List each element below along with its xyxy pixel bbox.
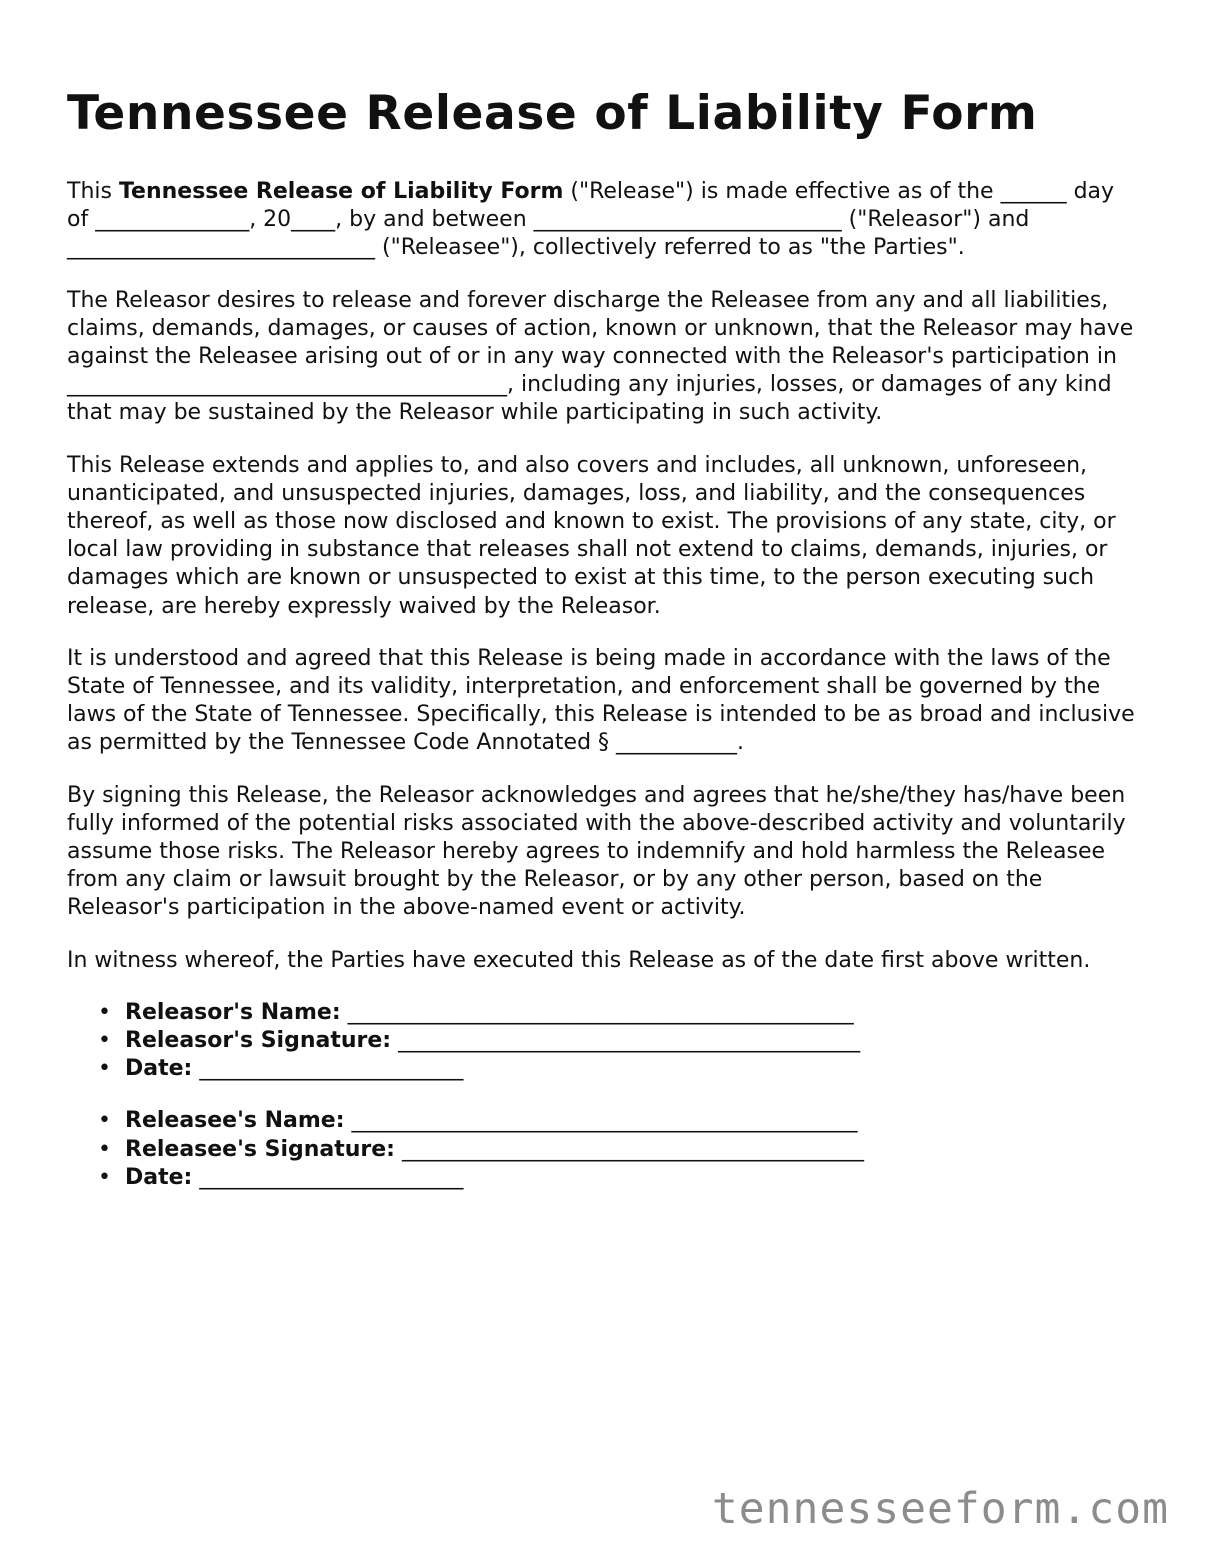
intro-rest: ("Release") is made effective as of the ______ day of ______________, 20____, by and between ____________________________ ("Releasor") and ____________________________ ("Releasee"), collectively referred to as "the Parties". xyxy=(67,179,1115,261)
releasee-signature-block xyxy=(67,1107,1142,1192)
releasor-name-field xyxy=(125,999,1142,1027)
field-label: Releasor's Signature: xyxy=(125,1028,392,1054)
intro-this: This xyxy=(67,179,119,204)
governing-law-paragraph: It is understood and agreed that this Release is being made in accordance with the laws of the State of Tennessee, and its validity, interpretation, and enforcement shall be governed by the laws of the State of Tennessee. Specifically, this Release is intended to be as broad and inclusive as permitted by the Tennessee Code Annotated § ___________. xyxy=(67,645,1135,756)
field-label: Releasor's Name: xyxy=(125,999,341,1025)
field-blank: ______________________________________________ xyxy=(347,999,854,1025)
field-blank: ______________________________________________ xyxy=(351,1108,858,1134)
field-blank: ________________________ xyxy=(199,1056,464,1082)
field-label: Date: xyxy=(125,1056,193,1082)
releasor-date-field xyxy=(125,1055,1142,1083)
site-watermark: tennesseeform.com xyxy=(711,1484,1169,1534)
intro-paragraph xyxy=(67,178,1142,263)
field-label: Date: xyxy=(125,1164,193,1190)
page-title: Tennessee Release of Liability Form xyxy=(67,86,1038,141)
scope-paragraph: This Release extends and applies to, and also covers and includes, all unknown, unforeseen, unanticipated, and unsuspected injuries, damages, loss, and liability, and the consequences thereof, as well as those now disclosed and known to exist. The provisions of any state, city, or local law providing in substance that releases shall not extend to claims, demands, injuries, or damages which are known or unsuspected to exist at this time, to the person executing such release, are hereby expressly waived by the Releasor. xyxy=(67,452,1116,619)
releasor-signature-field xyxy=(125,1027,1142,1055)
field-blank: __________________________________________ xyxy=(398,1028,861,1054)
document-page xyxy=(67,84,1142,1216)
field-blank: __________________________________________ xyxy=(401,1136,864,1162)
release-paragraph: The Releasor desires to release and forever discharge the Releasee from any and all liabilities, claims, demands, damages, or causes of action, known or unknown, that the Releasor may have against the Releasee arising out of or in any way connected with the Releasor's participation in ________________________________________, including any injuries, losses, or damages of any kind that may be sustained by the Releasor while participating in such activity. xyxy=(67,287,1134,426)
releasee-name-field xyxy=(125,1107,1142,1135)
form-name: Tennessee Release of Liability Form xyxy=(118,179,564,204)
acknowledgment-paragraph: By signing this Release, the Releasor acknowledges and agrees that he/she/they has/have been fully informed of the potential risks associated with the above-described activity and voluntarily assume those risks. The Releasor hereby agrees to indemnify and hold harmless the Releasee from any claim or lawsuit brought by the Releasor, or by any other person, based on the Releasor's participation in the above-named event or activity. xyxy=(67,782,1126,921)
field-label: Releasee's Signature: xyxy=(125,1136,395,1162)
releasor-signature-block xyxy=(67,999,1142,1084)
field-label: Releasee's Name: xyxy=(125,1108,345,1134)
field-blank: ________________________ xyxy=(199,1164,464,1190)
releasee-date-field xyxy=(125,1164,1142,1192)
witness-paragraph: In witness whereof, the Parties have executed this Release as of the date first above written. xyxy=(67,947,1091,973)
releasee-signature-field xyxy=(125,1136,1142,1164)
